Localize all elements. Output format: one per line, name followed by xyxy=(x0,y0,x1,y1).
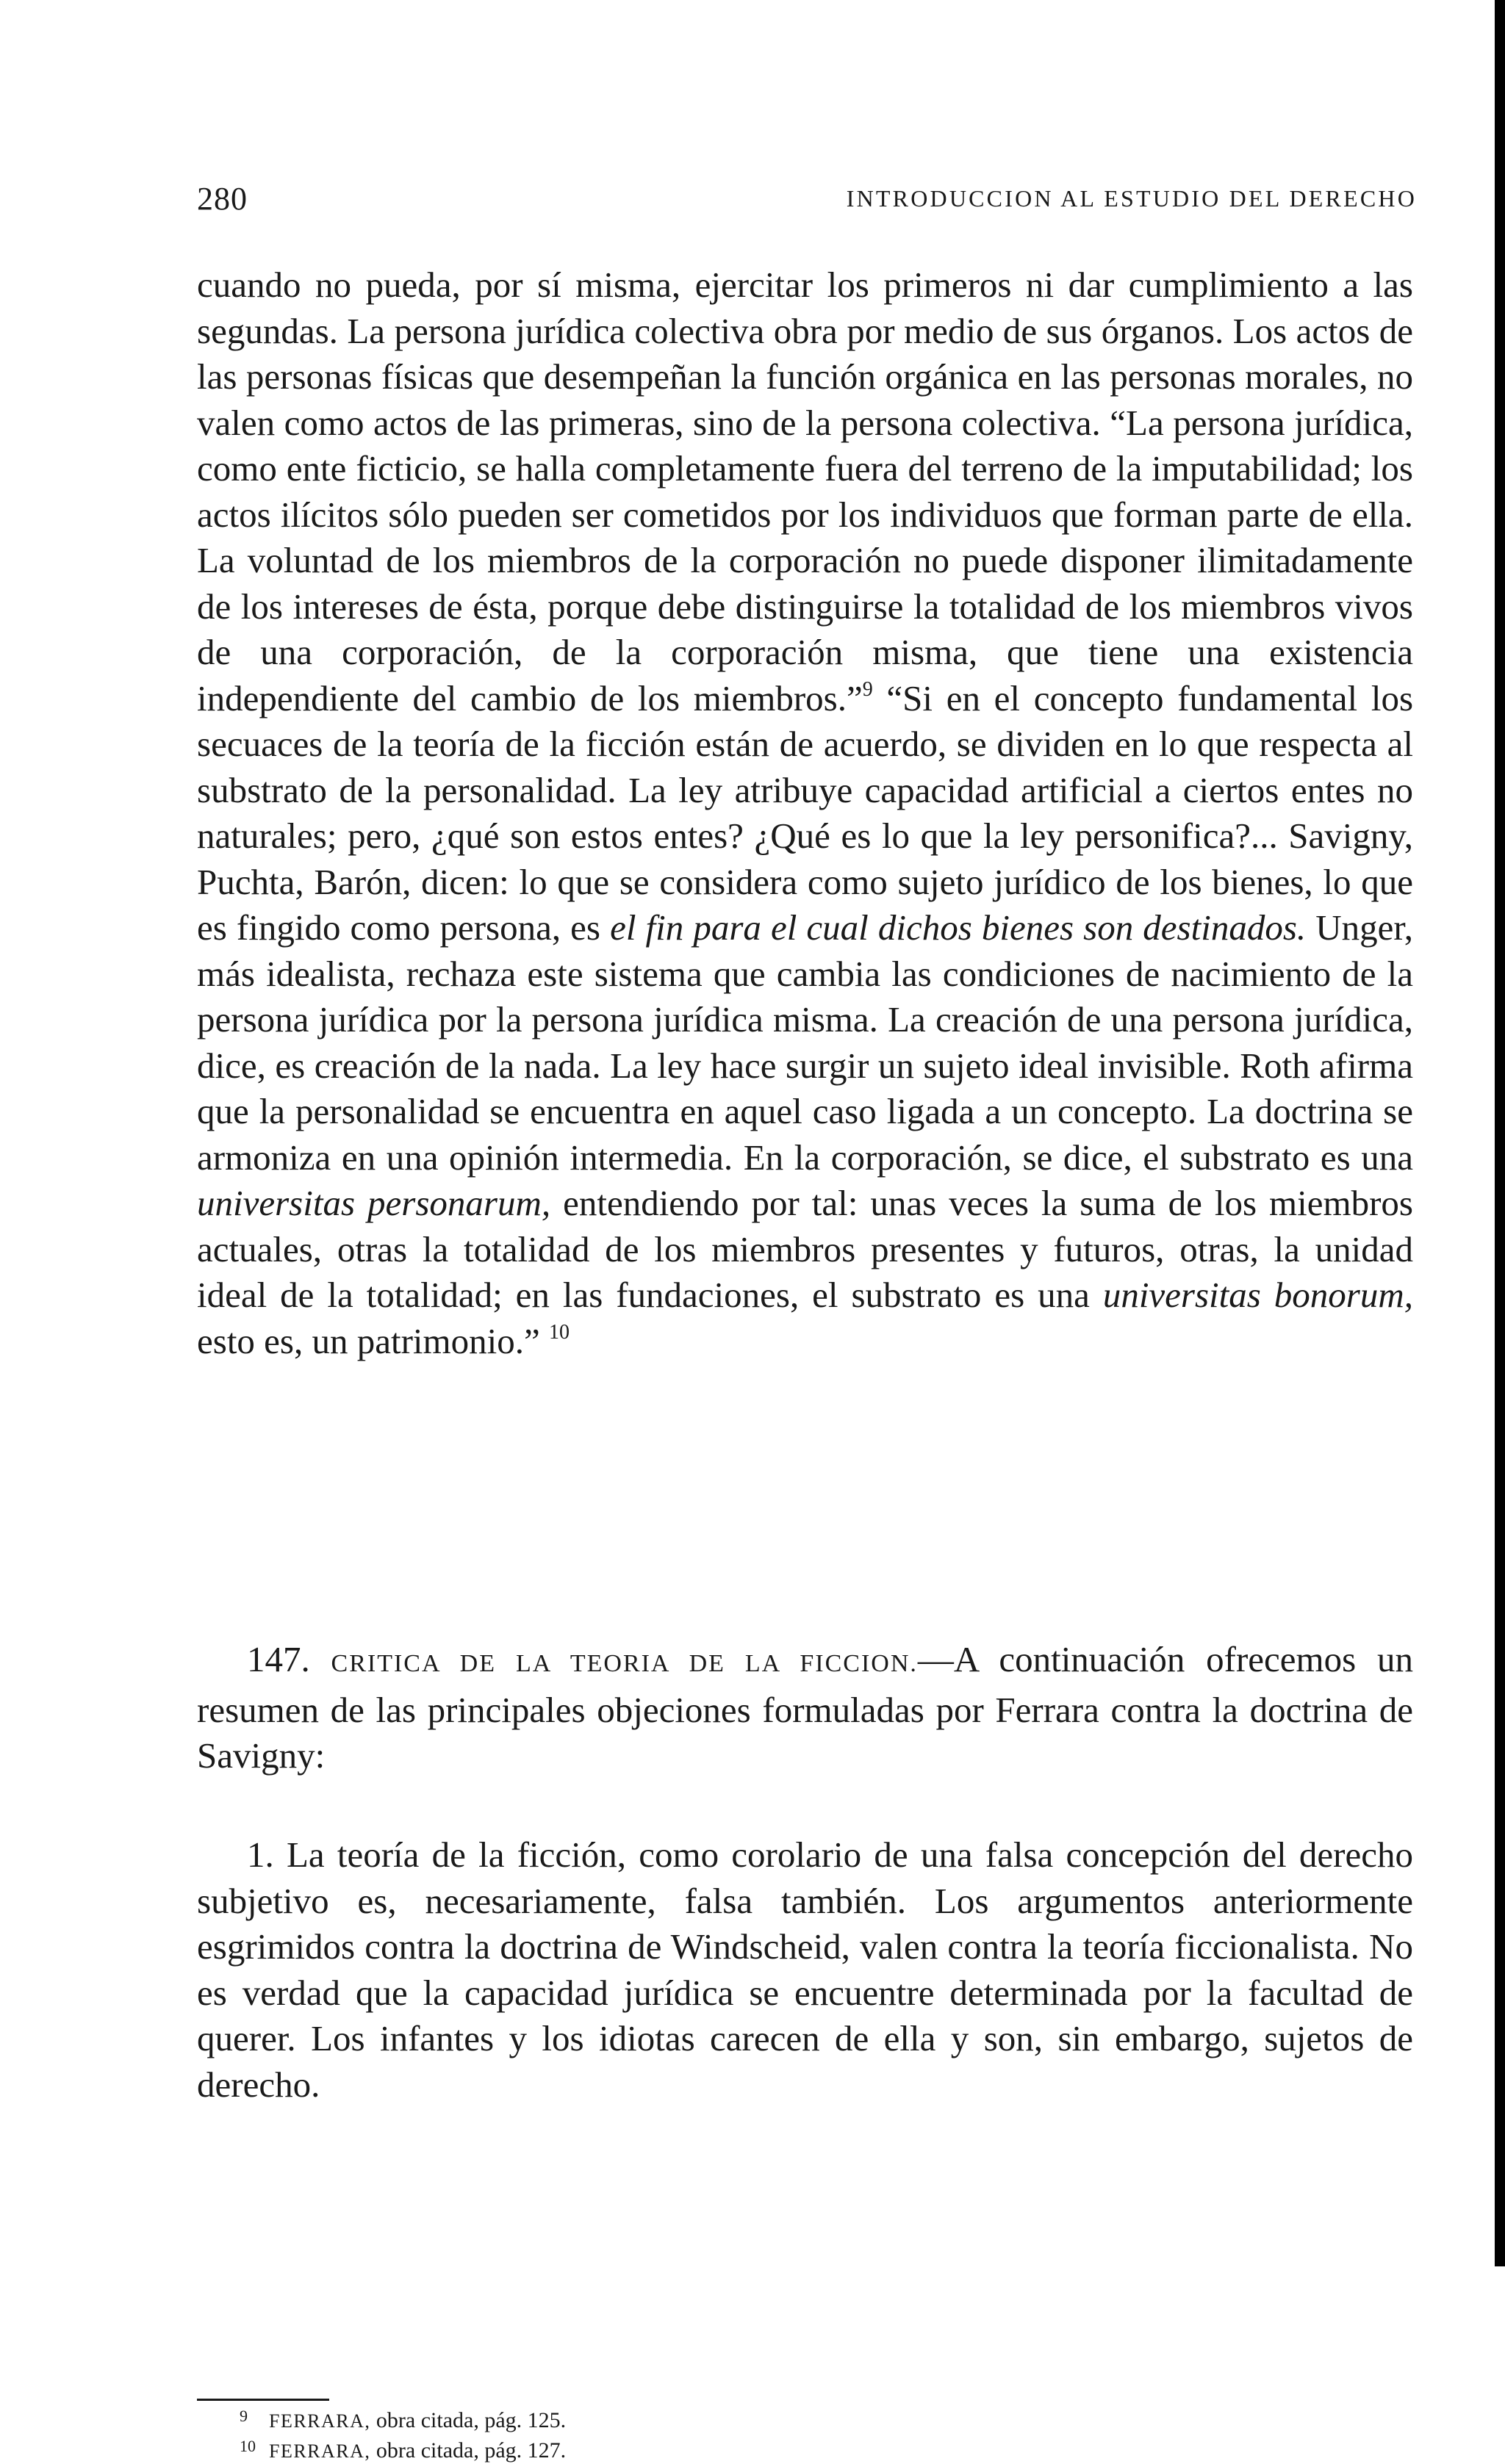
body-text-b: “Si en el concepto fundamental los secuaces de la teoría de la ficción están de acuerdo, se dividen en lo que respecta al substrato de la personalidad. La ley atribuye capacidad artificial a ciertos entes no naturales; pero, ¿qué son estos entes? ¿Qué es lo que la ley personifica?... Savigny, Puchta, Barón, dicen: lo que se considera como sujeto jurídico de los bienes, lo que es fingido como persona, es xyxy=(197,677,1414,948)
section-title: CRITICA DE LA TEORIA DE LA FICCION. xyxy=(331,1650,918,1677)
footnote-rule xyxy=(197,2399,329,2401)
footnote-number: 9 xyxy=(240,2407,248,2425)
footnote-number: 10 xyxy=(240,2437,256,2455)
section-147 xyxy=(197,1637,1413,1779)
body-text-c: Unger, más idealista, rechaza este sistema que cambia las condiciones de nacimiento de la persona jurídica por la persona jurídica misma. La creación de una persona jurídica, dice, es creación de la nada. La ley hace surgir un sujeto ideal invisible. Roth afirma que la personalidad se encuentra en aquel caso ligada a un concepto. La doctrina se armoniza en una opinión intermedia. En la corporación, se dice, el substrato es una xyxy=(197,907,1413,1178)
running-head: INTRODUCCION AL ESTUDIO DEL DERECHO xyxy=(846,185,1417,212)
body-text-d: entendiendo por tal: unas veces la suma de los miembros actuales, otras la totalidad de los miembros presentes y futuros, otras, la unidad ideal de la totalidad; en las fundaciones, el substrato es una xyxy=(197,1183,1413,1315)
footnote-author: FERRARA, xyxy=(269,2410,371,2432)
footnote-ref-9[interactable]: 9 xyxy=(862,677,873,701)
body-text-e: esto es, un patrimonio.” xyxy=(197,1320,540,1361)
item-text: La teoría de la ficción, como corolario de una falsa concepción del derecho subjetivo es, necesariamente, falsa también. Los argumentos anteriormente esgrimidos contra la doctrina de Windscheid, valen contra la teoría ficcionalista. No es verdad que la capacidad jurídica se encuentre determinada por la facultad de querer. Los infantes y los idiotas carecen de ella y son, sin embargo, sujetos de derecho. xyxy=(197,1834,1413,2105)
footnote-ref-10[interactable]: 10 xyxy=(549,1320,570,1344)
footnote-text: obra citada, pág. 125. xyxy=(370,2408,567,2432)
section-text: —A continuación ofrecemos un resumen de las principales objeciones formuladas por Ferrara contra la doctrina de Savigny: xyxy=(197,1639,1413,1776)
page-number: 280 xyxy=(197,181,248,217)
footnotes xyxy=(240,2404,566,2464)
item-number: 1. xyxy=(247,1834,274,1875)
italic-term: universitas bonorum, xyxy=(1102,1275,1414,1315)
section-number: 147. xyxy=(247,1639,310,1679)
italic-term: universitas personarum, xyxy=(197,1183,551,1223)
body-paragraph xyxy=(197,262,1413,1364)
italic-phrase: el fin para el cual dichos bienes son destinados. xyxy=(610,907,1307,948)
objection-item-1 xyxy=(197,1832,1413,2108)
body-text-a: cuando no pueda, por sí misma, ejercitar los primeros ni dar cumplimiento a las segundas. La persona jurídica colectiva obra por medio de sus órganos. Los actos de las personas físicas que desempeñan la función orgánica en las personas morales, no valen como actos de las primeras, sino de la persona colectiva. “La persona jurídica, como ente ficticio, se halla completamente fuera del terreno de la imputabilidad; los actos ilícitos sólo pueden ser cometidos por los individuos que forman parte de ella. La voluntad de los miembros de la corporación no puede disponer ilimitadamente de los intereses de ésta, porque debe distinguirse la totalidad de los miembros vivos de una corporación, de la corporación misma, que tiene una existencia independiente del cambio de los miembros.” xyxy=(197,264,1413,718)
footnote-10 xyxy=(240,2434,566,2464)
scan-edge xyxy=(1495,0,1505,2266)
footnote-author: FERRARA, xyxy=(269,2440,371,2462)
footnote-9 xyxy=(240,2404,566,2434)
footnote-text: obra citada, pág. 127. xyxy=(370,2438,567,2463)
